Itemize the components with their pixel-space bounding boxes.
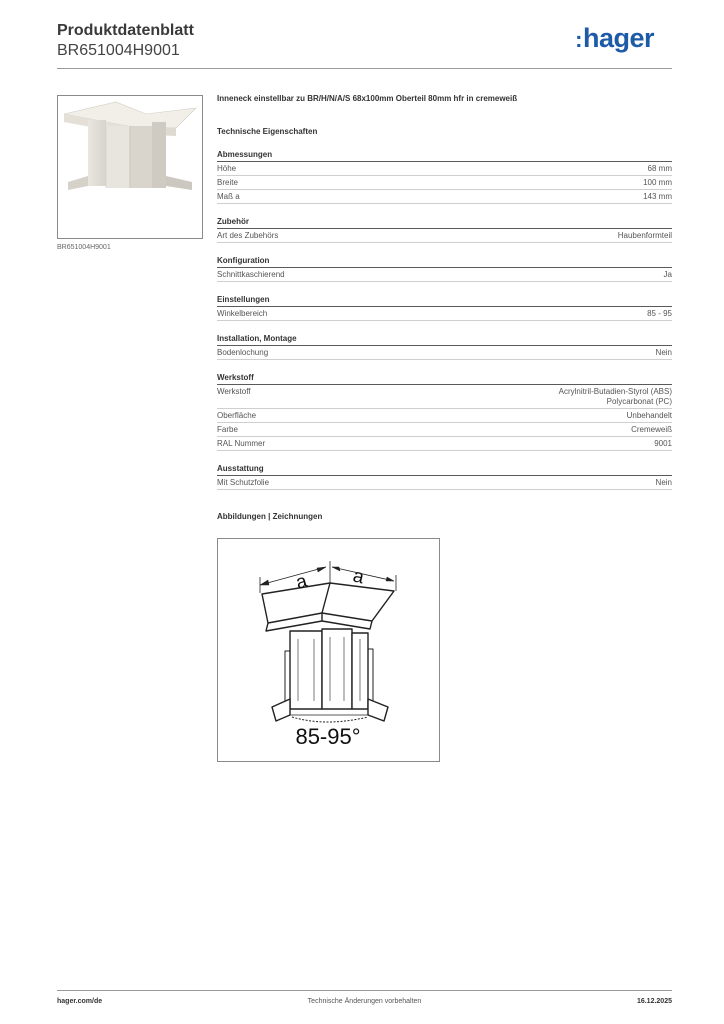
- section-title: Einstellungen: [217, 295, 672, 307]
- property-row: [217, 423, 672, 437]
- property-row: [217, 385, 672, 409]
- property-label: Art des Zubehörs: [217, 231, 279, 240]
- properties-content: [217, 94, 672, 521]
- hager-logo[interactable]: [575, 23, 654, 54]
- property-sections: [217, 150, 672, 490]
- section-title: Werkstoff: [217, 373, 672, 385]
- property-value: [618, 231, 672, 241]
- property-value: [643, 178, 672, 188]
- property-value: [559, 387, 672, 407]
- property-section: [217, 295, 672, 321]
- property-label: Schnittkaschierend: [217, 270, 285, 279]
- property-row: [217, 176, 672, 190]
- property-value: [631, 425, 672, 435]
- dimension-label-right: a: [350, 565, 367, 589]
- footer-divider: [57, 990, 672, 991]
- property-label: Oberfläche: [217, 411, 257, 420]
- property-row: [217, 409, 672, 423]
- property-value-line: 100 mm: [643, 178, 672, 187]
- property-label: Farbe: [217, 425, 238, 434]
- property-label: Maß a: [217, 192, 240, 201]
- property-value-line: Ja: [663, 270, 672, 279]
- product-code: BR651004H9001: [57, 42, 180, 59]
- inner-corner-drawing-icon: [218, 539, 439, 761]
- section-title: Ausstattung: [217, 464, 672, 476]
- section-title: Installation, Montage: [217, 334, 672, 346]
- header-divider: [57, 68, 672, 69]
- section-title: Zubehör: [217, 217, 672, 229]
- property-row: [217, 229, 672, 243]
- property-value-line: Polycarbonat (PC): [606, 397, 672, 406]
- property-value-line: Cremeweiß: [631, 425, 672, 434]
- property-row: [217, 190, 672, 204]
- property-value-line: Haubenformteil: [617, 231, 672, 240]
- section-title: Konfiguration: [217, 256, 672, 268]
- product-thumbnail: [57, 95, 203, 239]
- property-label: Breite: [217, 178, 238, 187]
- technical-drawing: [217, 538, 440, 762]
- property-row: [217, 437, 672, 451]
- dimension-label-left: a: [293, 570, 310, 594]
- property-section: [217, 150, 672, 204]
- property-value-line: 85 - 95: [647, 309, 672, 318]
- thumbnail-caption: BR651004H9001: [57, 244, 111, 251]
- footer-date: 16.12.2025: [636, 998, 672, 1005]
- property-section: [217, 217, 672, 243]
- property-row: [217, 346, 672, 360]
- property-section: [217, 373, 672, 451]
- document-title: Produktdatenblatt: [57, 22, 194, 39]
- logo-text: hager: [582, 23, 654, 53]
- property-label: Höhe: [217, 164, 237, 173]
- logo-dots-icon: :: [575, 27, 582, 52]
- property-value: [654, 439, 672, 449]
- property-value: [648, 164, 672, 174]
- page-header: [57, 21, 672, 61]
- section-title: Abmessungen: [217, 150, 672, 162]
- property-value-line: Nein: [655, 478, 672, 487]
- property-section: [217, 334, 672, 360]
- property-label: Werkstoff: [217, 387, 251, 396]
- footer-note: Technische Änderungen vorbehalten: [307, 998, 422, 1005]
- property-value-line: 9001: [654, 439, 672, 448]
- property-value-line: Unbehandelt: [626, 411, 672, 420]
- property-value-line: 68 mm: [647, 164, 672, 173]
- product-description: Inneneck einstellbar zu BR/H/N/A/S 68x100mm Oberteil 80mm hfr in cremeweiß: [217, 94, 518, 103]
- property-label: Bodenlochung: [217, 348, 269, 357]
- property-value-line: Nein: [655, 348, 672, 357]
- inner-corner-photo-icon: [58, 96, 202, 238]
- property-value-line: 143 mm: [643, 192, 672, 201]
- property-row: [217, 162, 672, 176]
- property-value: [656, 348, 672, 358]
- property-row: [217, 268, 672, 282]
- property-row: [217, 476, 672, 490]
- property-value: [643, 192, 672, 202]
- property-value: [664, 270, 672, 280]
- property-label: Winkelbereich: [217, 309, 268, 318]
- property-value: [656, 478, 672, 488]
- property-value: [627, 411, 672, 421]
- technical-properties-heading: Technische Eigenschaften: [217, 127, 318, 136]
- property-label: Mit Schutzfolie: [217, 478, 270, 487]
- property-row: [217, 307, 672, 321]
- footer-website-link[interactable]: hager.com/de: [57, 998, 103, 1005]
- property-section: [217, 256, 672, 282]
- property-section: [217, 464, 672, 490]
- angle-range-label: 85-95°: [295, 724, 361, 749]
- property-value-line: Acrylnitril-Butadien-Styrol (ABS): [558, 387, 672, 396]
- property-label: RAL Nummer: [217, 439, 266, 448]
- figures-heading: Abbildungen | Zeichnungen: [217, 512, 323, 521]
- property-value: [647, 309, 672, 319]
